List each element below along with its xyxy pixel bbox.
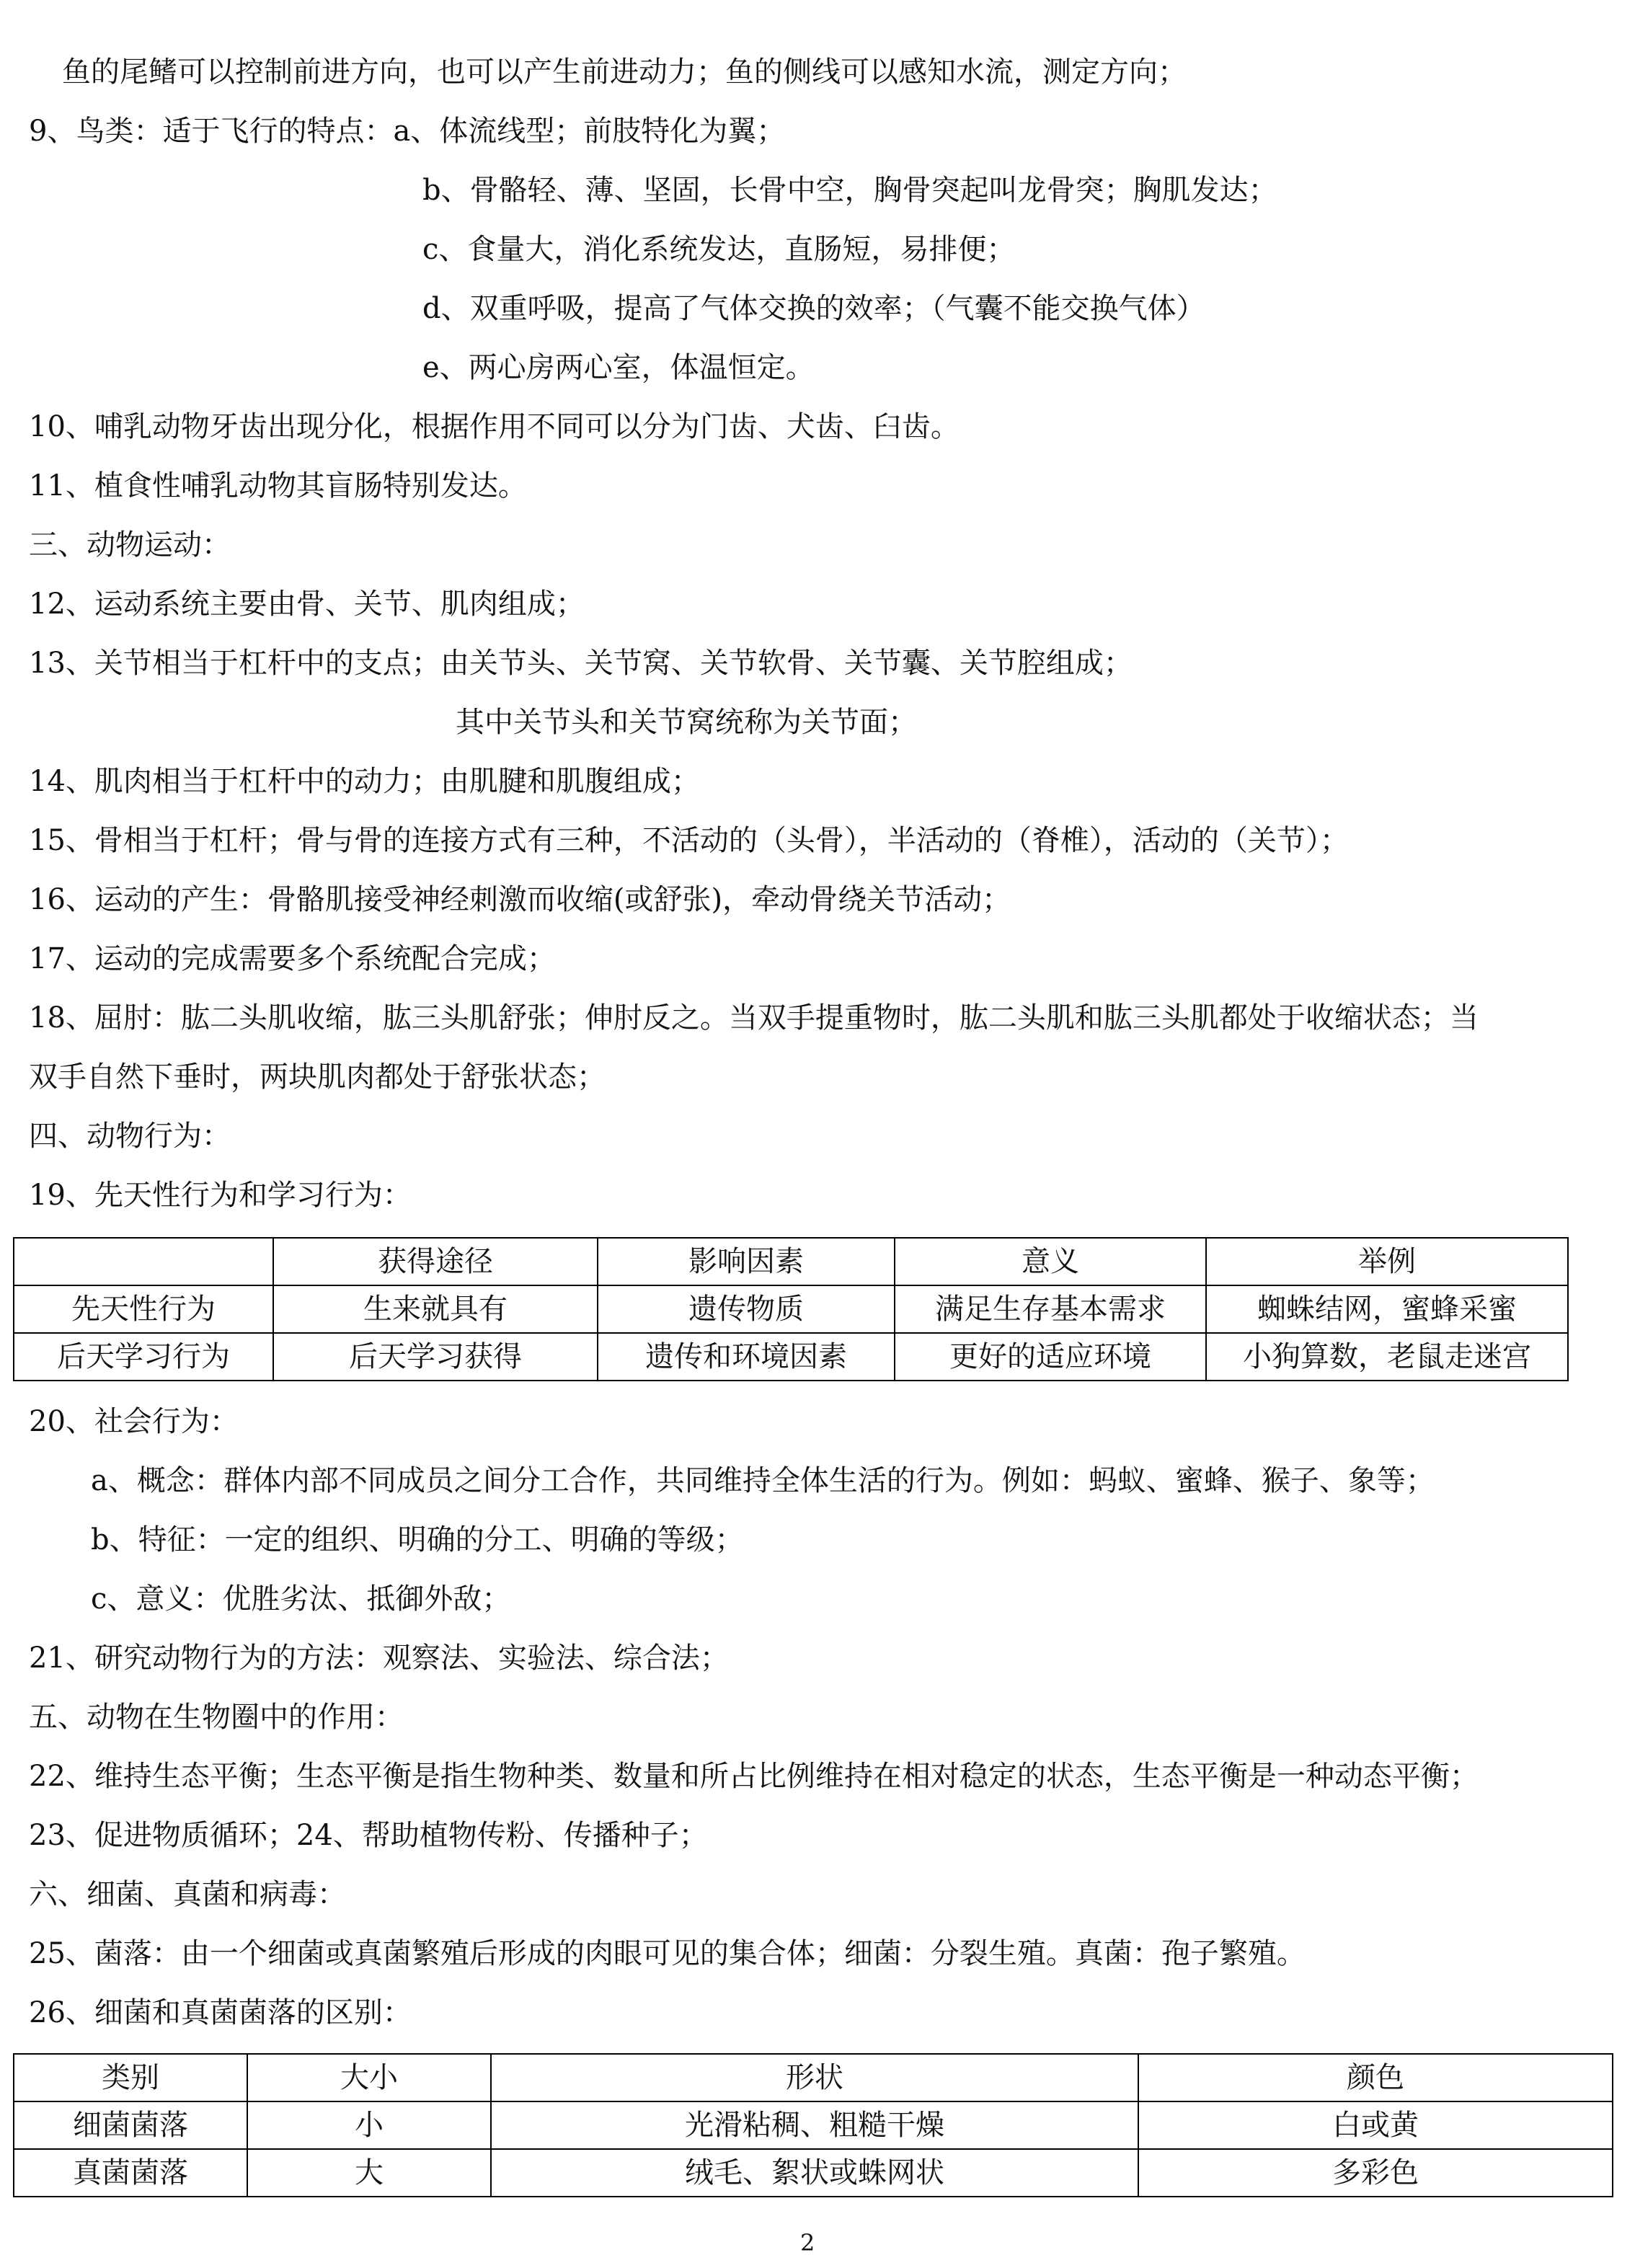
text-line: b、骨骼轻、薄、坚固，长骨中空，胸骨突起叫龙骨突；胸肌发达； — [422, 174, 1277, 207]
text-line: b、特征：一定的组织、明确的分工、明确的等级； — [91, 1523, 744, 1556]
text-line: 15、骨相当于杠杆；骨与骨的连接方式有三种，不活动的（头骨），半活动的（脊椎），活动的（关节）； — [29, 824, 1349, 857]
table-cell: 举例 — [1206, 1238, 1568, 1285]
table-cell: 形状 — [491, 2054, 1138, 2101]
text-line: c、食量大，消化系统发达，直肠短，易排便； — [422, 233, 1016, 266]
table-cell: 后天学习获得 — [273, 1333, 598, 1381]
table-cell: 后天学习行为 — [14, 1333, 273, 1381]
text-line: 23、促进物质循环；24、帮助植物传粉、传播种子； — [29, 1819, 708, 1852]
table-cell — [14, 1238, 273, 1285]
text-line: 其中关节头和关节窝统称为关节面； — [456, 706, 917, 739]
table-cell: 小狗算数，老鼠走迷宫 — [1206, 1333, 1568, 1381]
table-cell: 大小 — [247, 2054, 491, 2101]
text-line: 10、哺乳动物牙齿出现分化，根据作用不同可以分为门齿、犬齿、臼齿。 — [29, 410, 960, 443]
text-line: 11、植食性哺乳动物其盲肠特别发达。 — [29, 469, 527, 502]
text-line: 25、菌落：由一个细菌或真菌繁殖后形成的肉眼可见的集合体；细菌：分裂生殖。真菌：孢子繁殖。 — [29, 1937, 1306, 1970]
text-line: 26、细菌和真菌菌落的区别： — [29, 1996, 412, 2029]
table-row — [14, 2101, 1613, 2149]
table-cell: 光滑粘稠、粗糙干燥 — [491, 2101, 1138, 2149]
table-cell: 类别 — [14, 2054, 247, 2101]
table-cell: 多彩色 — [1138, 2149, 1613, 2197]
section-heading: 四、动物行为： — [29, 1120, 231, 1153]
text-line: 17、运动的完成需要多个系统配合完成； — [29, 942, 556, 975]
text-line: 22、维持生态平衡；生态平衡是指生物种类、数量和所占比例维持在相对稳定的状态，生态平衡是一种动态平衡； — [29, 1760, 1479, 1793]
text-line: e、两心房两心室，体温恒定。 — [422, 351, 815, 384]
table-cell: 获得途径 — [273, 1238, 598, 1285]
table-cell: 更好的适应环境 — [895, 1333, 1206, 1381]
table-cell: 真菌菌落 — [14, 2149, 247, 2197]
text-line: 13、关节相当于杠杆中的支点；由关节头、关节窝、关节软骨、关节囊、关节腔组成； — [29, 647, 1133, 680]
text-line: 14、肌肉相当于杠杆中的动力；由肌腱和肌腹组成； — [29, 765, 700, 798]
table-row — [14, 1333, 1568, 1381]
table-cell: 遗传和环境因素 — [598, 1333, 895, 1381]
table-cell: 先天性行为 — [14, 1285, 273, 1333]
table-cell: 大 — [247, 2149, 491, 2197]
table-cell: 遗传物质 — [598, 1285, 895, 1333]
table-cell: 生来就具有 — [273, 1285, 598, 1333]
table-header-row — [14, 2054, 1613, 2101]
table-row — [14, 1285, 1568, 1333]
text-line: 19、先天性行为和学习行为： — [29, 1179, 412, 1212]
table-cell: 影响因素 — [598, 1238, 895, 1285]
table-cell: 意义 — [895, 1238, 1206, 1285]
table-cell: 小 — [247, 2101, 491, 2149]
text-line: 鱼的尾鳍可以控制前进方向，也可以产生前进动力；鱼的侧线可以感知水流，测定方向； — [62, 56, 1187, 89]
table-cell: 满足生存基本需求 — [895, 1285, 1206, 1333]
table-header-row — [14, 1238, 1568, 1285]
table-cell: 蜘蛛结网，蜜蜂采蜜 — [1206, 1285, 1568, 1333]
text-line: 12、运动系统主要由骨、关节、肌肉组成； — [29, 588, 585, 621]
table-cell: 绒毛、絮状或蛛网状 — [491, 2149, 1138, 2197]
table-cell: 颜色 — [1138, 2054, 1613, 2101]
text-line: d、双重呼吸，提高了气体交换的效率；（气囊不能交换气体） — [422, 292, 1205, 325]
section-heading: 五、动物在生物圈中的作用： — [29, 1701, 404, 1734]
page-number: 2 — [800, 2229, 815, 2256]
table-cell: 细菌菌落 — [14, 2101, 247, 2149]
text-line: a、概念：群体内部不同成员之间分工合作，共同维持全体生活的行为。例如：蚂蚁、蜜蜂、猴子、象等； — [91, 1464, 1435, 1497]
text-line: c、意义：优胜劣汰、抵御外敌； — [91, 1582, 511, 1616]
text-line: 9、鸟类：适于飞行的特点：a、体流线型；前肢特化为翼； — [29, 115, 786, 148]
section-heading: 六、细菌、真菌和病毒： — [29, 1878, 346, 1911]
text-line: 18、屈肘：肱二头肌收缩，肱三头肌舒张；伸肘反之。当双手提重物时，肱二头肌和肱三头肌都处于收缩状态；当 — [29, 1001, 1479, 1035]
behavior-table — [13, 1237, 1569, 1381]
text-line: 21、研究动物行为的方法：观察法、实验法、综合法； — [29, 1642, 729, 1675]
colony-table — [13, 2053, 1613, 2197]
text-line: 双手自然下垂时，两块肌肉都处于舒张状态； — [29, 1060, 606, 1094]
text-line: 16、运动的产生：骨骼肌接受神经刺激而收缩(或舒张)，牵动骨绕关节活动； — [29, 883, 1011, 916]
table-row — [14, 2149, 1613, 2197]
text-line: 20、社会行为： — [29, 1405, 239, 1438]
section-heading: 三、动物运动： — [29, 528, 231, 562]
table-cell: 白或黄 — [1138, 2101, 1613, 2149]
